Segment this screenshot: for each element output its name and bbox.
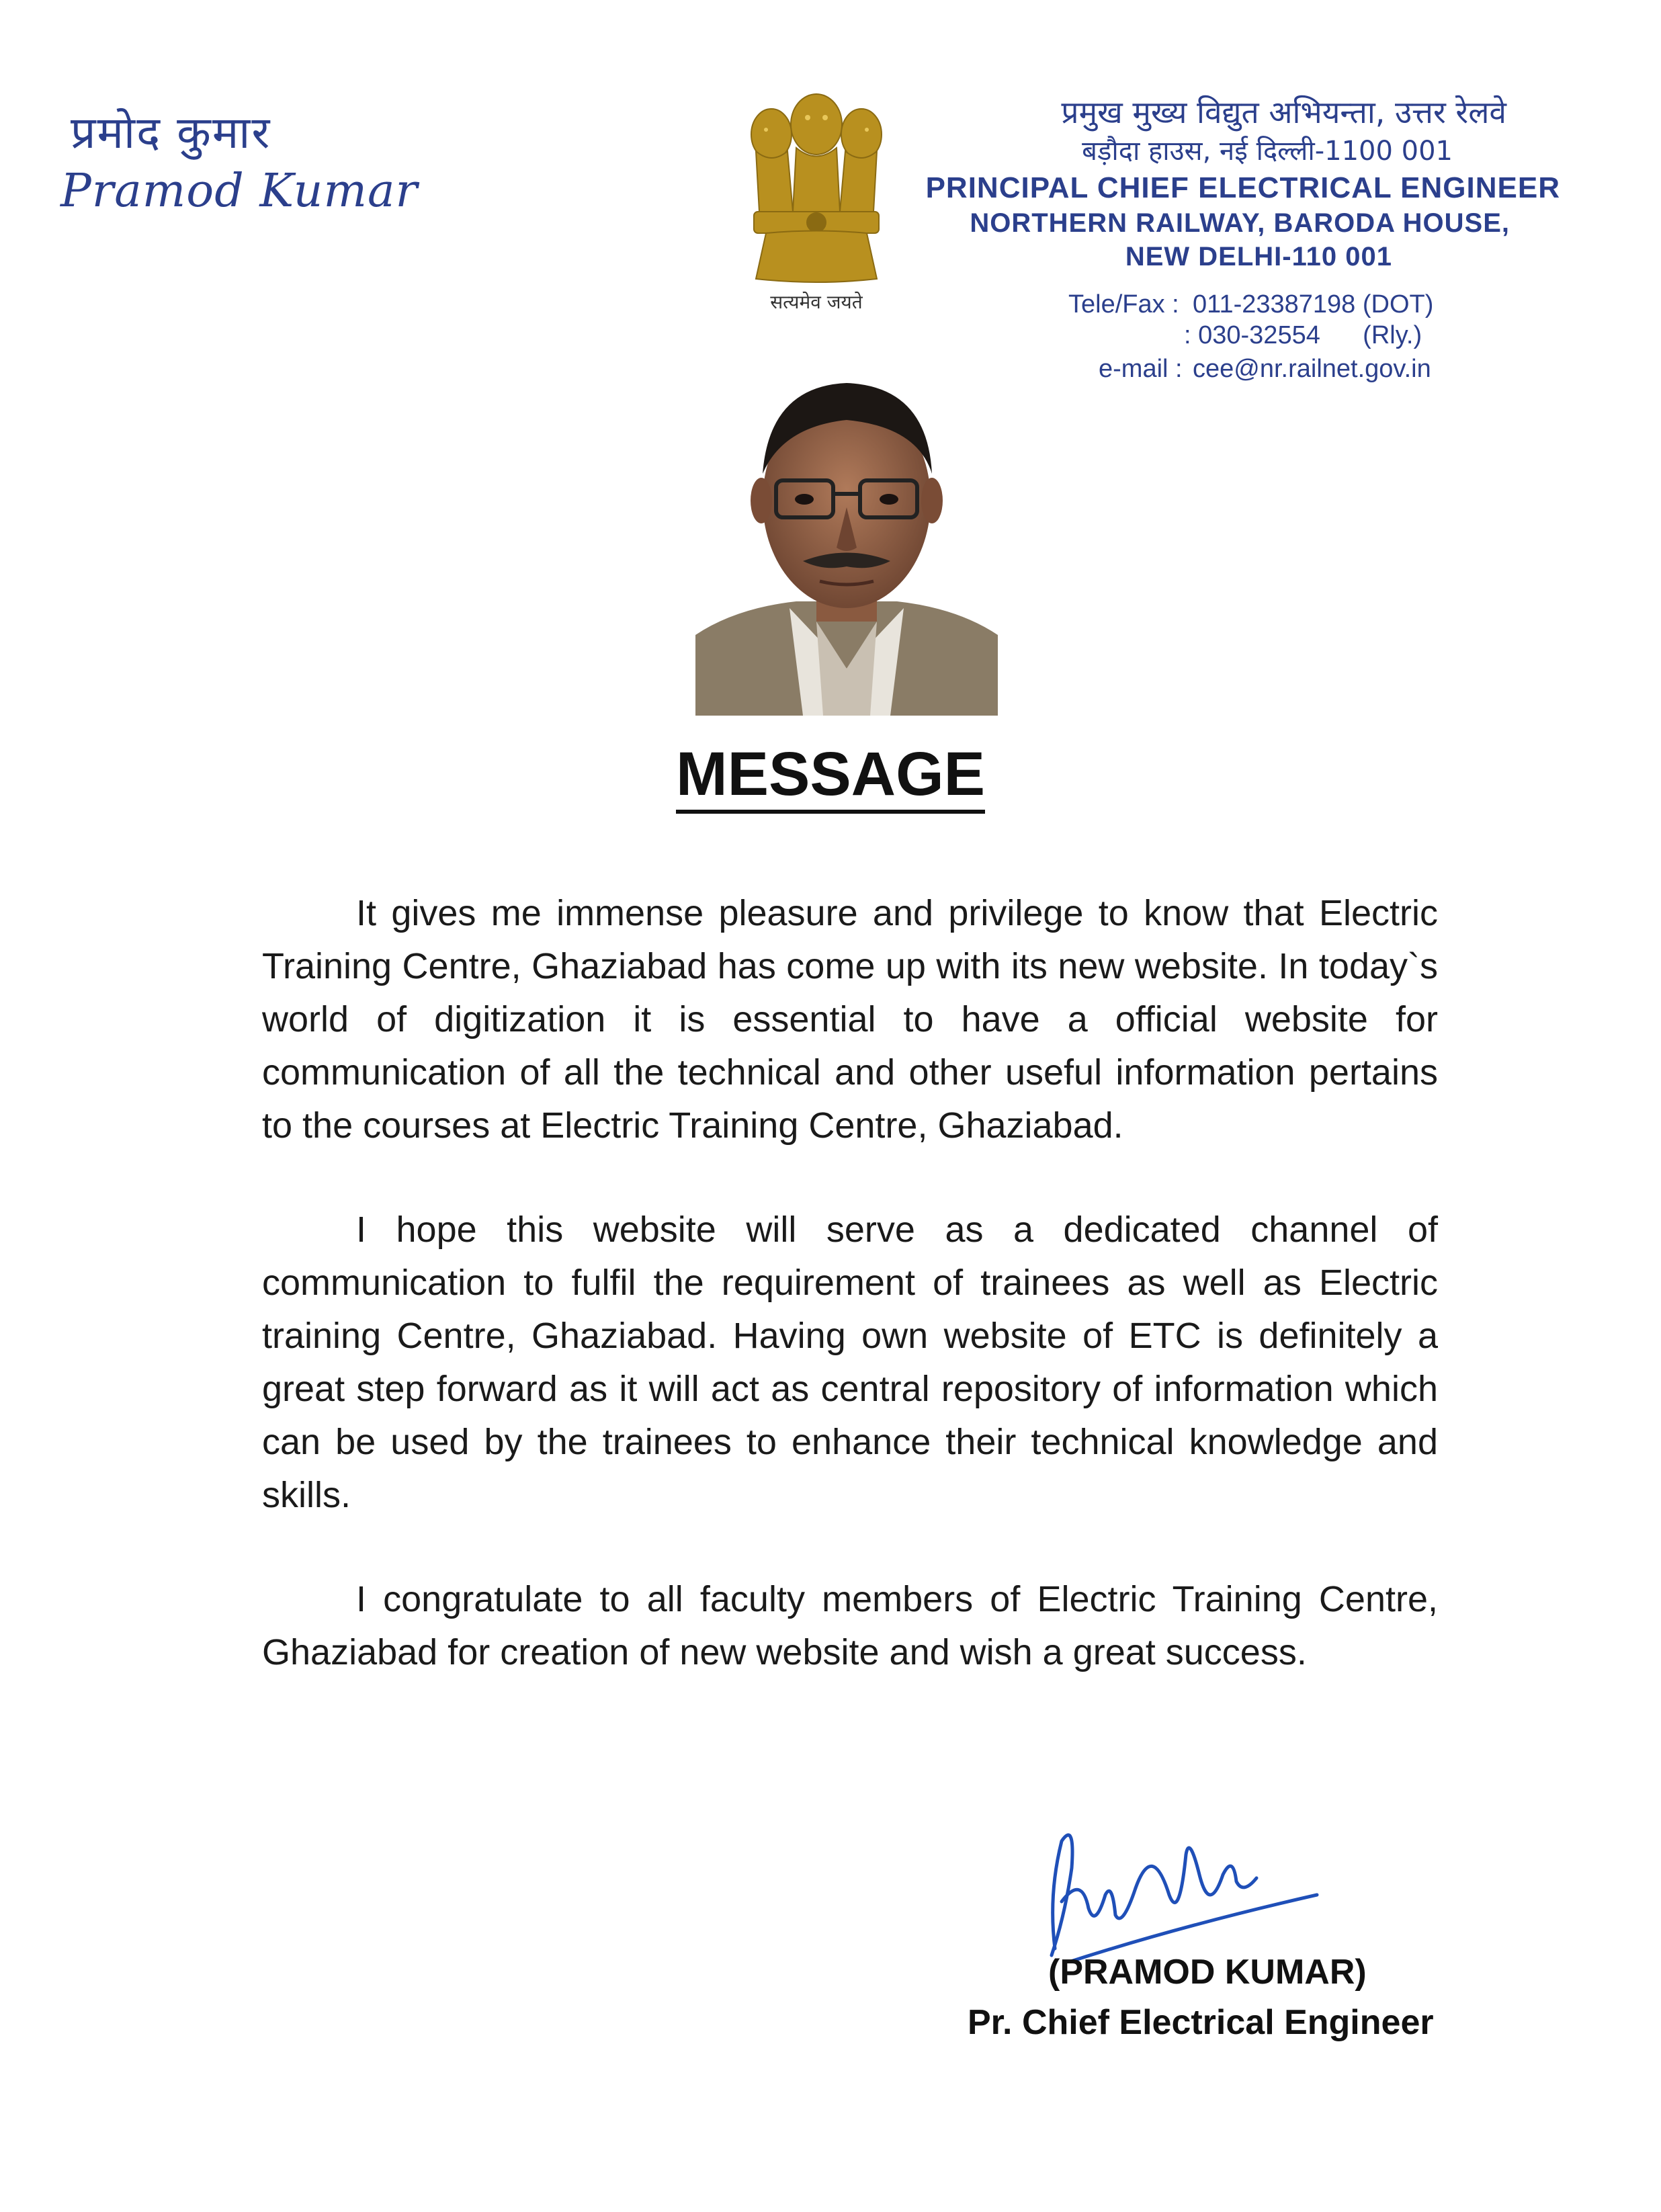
signer-name: (PRAMOD KUMAR) — [1048, 1953, 1367, 1992]
paragraph-1: It gives me immense pleasure and privilege to know that Electric Training Centre, Ghaziabad has come up with its new website. In today`s world of digitization it is essential to have a official website for communication of all the technical and other useful information pertains to the courses at Electric Training Centre, Ghaziabad. — [262, 893, 1438, 1146]
paragraph-2: I hope this website will serve as a dedicated channel of communication to fulfil the requirement of trainees as well as Electric training Centre, Ghaziabad. Having own website of ETC is definitely a great step forward as it will act as central repository of information which can be used by the trainees to enhance their technical knowledge and skills. — [262, 1209, 1438, 1515]
message-heading-text: MESSAGE — [676, 742, 985, 814]
message-heading — [0, 739, 1661, 814]
tele-fax-label: Tele/Fax : — [1068, 290, 1179, 318]
portrait-photo — [695, 353, 998, 716]
tele-fax-value: 011-23387198 (DOT) — [1193, 290, 1434, 318]
letterhead-address-line2: NEW DELHI-110 001 — [1125, 242, 1392, 271]
letterhead-title-english: PRINCIPAL CHIEF ELECTRICAL ENGINEER — [925, 171, 1560, 204]
letterhead-title-hindi: प्रमुख मुख्य विद्युत अभियन्ता, उत्तर रेलवे — [1061, 94, 1506, 130]
email-value: cee@nr.railnet.gov.in — [1193, 355, 1431, 383]
emblem-motto: सत्यमेव जयते — [770, 291, 863, 313]
letterhead-address-line1: NORTHERN RAILWAY, BARODA HOUSE, — [970, 208, 1510, 238]
sender-name-hindi: प्रमोद कुमार — [71, 107, 271, 159]
national-emblem-icon — [739, 84, 894, 286]
email-label: e-mail : — [1099, 355, 1183, 383]
rly-phone-value: : 030-32554 (Rly.) — [1184, 321, 1422, 349]
handwritten-signature — [1035, 1814, 1330, 1962]
paragraph-3: I congratulate to all faculty members of Electric Training Centre, Ghaziabad for creation of new website and wish a great success. — [262, 1579, 1438, 1672]
message-body — [262, 887, 1438, 1730]
signer-designation: Pr. Chief Electrical Engineer — [968, 2003, 1434, 2042]
sender-name-english: Pramod Kumar — [60, 165, 418, 218]
letterhead-address-hindi: बड़ौदा हाउस, नई दिल्ली-1100 001 — [1082, 136, 1453, 167]
